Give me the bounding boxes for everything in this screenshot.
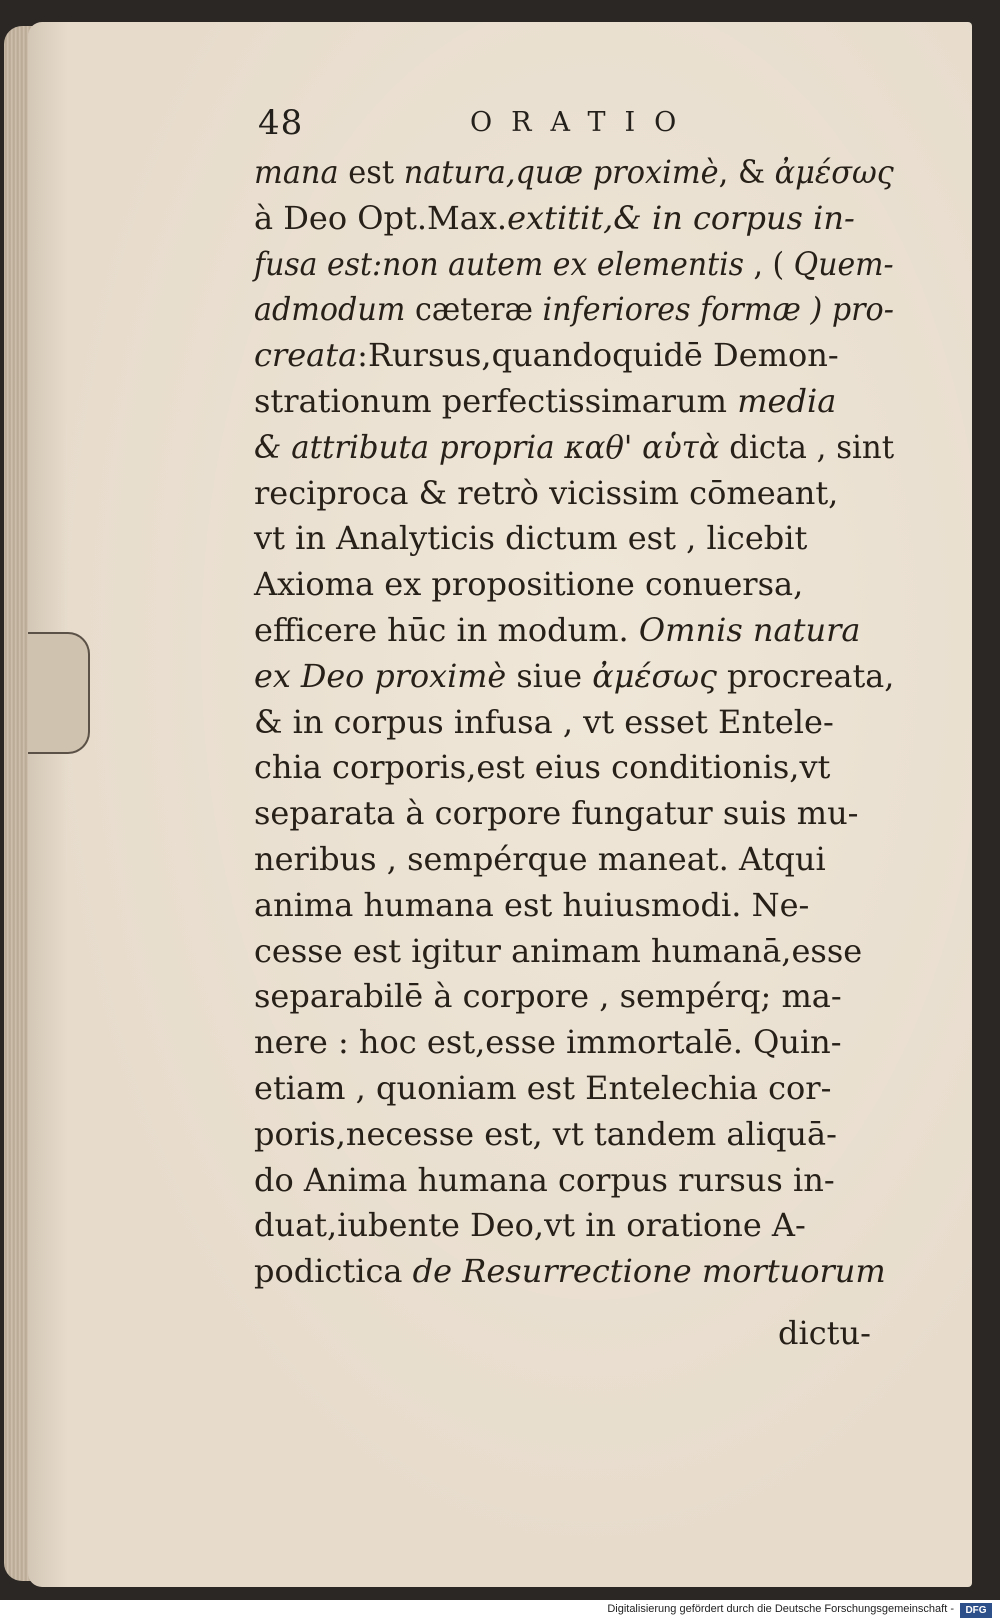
roman-segment: , & (718, 153, 775, 191)
roman-segment: cæteræ (405, 290, 543, 329)
italic-segment: fusa est:non autem ex elementis (254, 244, 744, 283)
text-line (254, 1020, 894, 1066)
roman-segment: , ( (744, 244, 794, 283)
text-line (254, 1112, 894, 1158)
roman-segment: cesse est igitur animam humanā,esse (254, 931, 863, 970)
catchword: dictu- (778, 1314, 871, 1352)
bookmark-tab (28, 632, 90, 754)
italic-segment: inferiores formæ ) pro- (542, 290, 894, 329)
italic-segment: natura,quæ proximè (403, 153, 719, 191)
roman-segment: & in corpus infusa , vt esset Entele- (254, 702, 834, 741)
text-line (254, 745, 894, 791)
italic-segment: ex Deo proximè (254, 656, 507, 695)
roman-segment: nere : hoc est,esse immortalē. Quin- (254, 1023, 842, 1062)
text-line (254, 287, 894, 333)
italic-segment: ἀμέσως (774, 153, 894, 191)
italic-segment: Omnis natura (638, 610, 861, 649)
italic-segment: & attributa propria καθ' αὑτὰ (254, 427, 720, 466)
text-line (254, 883, 894, 929)
roman-segment: efficere hūc in modum. (254, 610, 639, 649)
dfg-logo: DFG (960, 1603, 992, 1618)
roman-segment: etiam , quoniam est Entelechia cor- (254, 1068, 832, 1107)
text-line (254, 1203, 894, 1249)
text-line (254, 562, 894, 608)
roman-segment: neribus , sempérque maneat. Atqui (254, 839, 826, 878)
text-line (254, 929, 894, 975)
text-line (254, 333, 894, 379)
text-line (254, 791, 894, 837)
italic-segment: creata (254, 336, 358, 375)
roman-segment: à Deo Opt.Max. (254, 198, 508, 237)
roman-segment: anima humana est huiusmodi. Ne- (254, 885, 810, 924)
roman-segment: duat,iubente Deo,vt in oratione A- (254, 1206, 806, 1245)
text-line (254, 654, 895, 700)
roman-segment: procreata, (716, 656, 895, 695)
text-line (254, 242, 894, 288)
text-line (254, 196, 894, 242)
text-line (254, 516, 894, 562)
roman-segment: separata à corpore fungatur suis mu- (254, 794, 859, 833)
running-head (258, 103, 718, 143)
italic-segment: media (737, 381, 837, 420)
text-line (254, 379, 894, 425)
text-line (254, 837, 894, 883)
text-line (254, 608, 894, 654)
roman-segment: reciproca & retrò vicissim cōmeant, (254, 473, 839, 512)
text-line (254, 1249, 894, 1295)
italic-segment: Quem- (793, 244, 894, 283)
roman-segment: podictica (254, 1252, 413, 1291)
text-line (254, 471, 894, 517)
running-title: ORATIO (470, 107, 696, 138)
roman-segment: dicta , sint (719, 427, 895, 466)
roman-segment: :Rursus,quandoquidē Demon- (357, 336, 839, 375)
italic-segment: ἀμέσως (592, 656, 717, 695)
roman-segment: do Anima humana corpus rursus in- (254, 1160, 835, 1199)
roman-segment: chia corporis,est eius conditionis,vt (254, 748, 831, 787)
text-line (254, 974, 894, 1020)
italic-segment: de Resurrectione mortuorum (412, 1252, 886, 1291)
text-line (254, 1158, 894, 1204)
text-line (254, 700, 894, 746)
italic-segment: mana (254, 153, 339, 191)
roman-segment: separabilē à corpore , sempérq; ma- (254, 977, 842, 1016)
text-line (254, 1066, 894, 1112)
footer-bar (0, 1600, 1000, 1622)
text-line (254, 425, 895, 471)
italic-segment: admodum (254, 290, 406, 329)
text-line (254, 150, 894, 196)
roman-segment: siue (506, 656, 593, 695)
italic-segment: extitit,& in corpus in- (507, 198, 855, 237)
funding-notice: Digitalisierung gefördert durch die Deutsche Forschungsgemeinschaft - (607, 1603, 954, 1615)
roman-segment: Axioma ex propositione conuersa, (254, 565, 804, 604)
roman-segment: strationum perfectissimarum (254, 381, 738, 420)
roman-segment: vt in Analyticis dictum est , licebit (254, 519, 808, 558)
roman-segment: est (338, 153, 404, 191)
page-number: 48 (258, 103, 304, 143)
roman-segment: poris,necesse est, vt tandem aliquā- (254, 1114, 837, 1153)
body-text (254, 150, 894, 1295)
